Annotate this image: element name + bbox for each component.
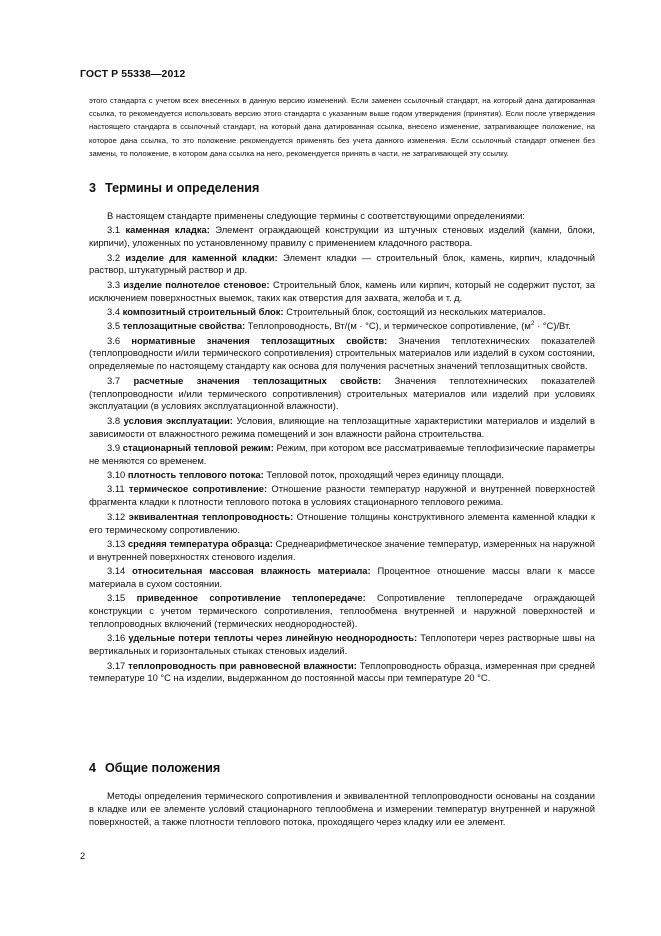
term-number: 3.14	[107, 565, 126, 577]
intro-text: этого стандарта с учетом всех внесенных в данную версию изменений. Если заменен ссылочный стандарт, на который дана датированная ссылка, то рекомендуется использовать версию этого стандарта с указанным выше годом утверждения (принятия). Если после утверждения настоящего стандарта в ссылочный стандарт, на который дана датированная ссылка, внесено изменение, затрагивающее положение, на которое дана ссылка, то это положение рекомендуется применять без учета данного изменения. Если ссылочный стандарт отменен без замены, то положение, в котором дана ссылка на него, рекомендуется принять в части, не затрагивающей эту ссылку.	[89, 96, 595, 158]
term-definition: Условия, влияющие на теплозащитные характеристики материалов и изделий в зависимости от влажностного режима помещений и зон влажности района строительства.	[89, 414, 595, 439]
term-name: эквивалентная теплопроводность:	[128, 510, 294, 522]
term-name: приведенное сопротивление теплопередаче:	[136, 592, 366, 604]
term-3-15	[89, 592, 595, 631]
section-3-title: Термины и определения	[105, 181, 260, 195]
term-definition: Строительный блок, камень или кирпич, который не содержит пустот, за исключением поверхностных выемок, таких как отверстия для захвата, желоба и т. д.	[89, 278, 596, 303]
term-3-11	[89, 483, 595, 509]
term-definition: Теплопроводность образца, измеренная при средней температуре 10 °С на изделии, выдержанном до постоянной массы при температуре 20 °С.	[89, 659, 595, 684]
term-definition: Процентное отношение массы влаги к массе материала в сухом состоянии.	[89, 565, 595, 589]
term-name: изделие полнотелое стеновое:	[123, 278, 270, 290]
term-definition: Сопротивление теплопередаче ограждающей конструкции с учетом термического сопротивления, теплообмена внутренней и наружной поверхностей и теплопроводных включений (термических неоднородностей).	[89, 592, 596, 630]
term-number: 3.17	[107, 659, 126, 671]
term-number: 3.7	[107, 374, 121, 386]
term-3-7	[89, 375, 595, 414]
term-3-16	[89, 632, 595, 658]
term-3-3	[89, 279, 595, 305]
definitions-lead: В настоящем стандарте применены следующие термины с соответствующими определениями:	[107, 210, 525, 221]
term-number: 3.16	[107, 632, 126, 644]
term-number: 3.12	[107, 510, 126, 522]
term-name: теплозащитные свойства:	[122, 320, 246, 332]
term-3-2	[89, 252, 595, 278]
section-4-text: Методы определения термического сопротивления и эквивалентной теплопроводности основаны на создании в кладке или ее элементе условий стационарного теплообмена и измерении температур внутренней и наружной поверхностей, а также плотности теплового потока, проходящего через кладку или ее элемент.	[89, 790, 595, 827]
section-4-body	[89, 790, 595, 829]
term-number: 3.3	[107, 278, 121, 290]
superscript: 2	[530, 320, 535, 328]
term-definition: Элемент ограждающей конструкции из штучных стеновых изделий (камни, блоки, кирпичи), уложенных по установленному правилу с применением кладочного раствора.	[89, 224, 596, 249]
term-number: 3.9	[107, 441, 121, 453]
term-definition: Значения теплотехнических показателей (теплопроводности и/или термического сопротивления) строительных материалов или изделий при условиях эксплуатации (в условиях эксплуатационной влажности).	[89, 374, 595, 412]
term-name: термическое сопротивление:	[128, 483, 268, 495]
term-3-1	[89, 224, 595, 250]
definitions-list	[89, 210, 595, 687]
term-number: 3.6	[107, 334, 121, 346]
intro-paragraph	[89, 94, 595, 160]
term-number: 3.4	[107, 305, 121, 317]
term-number: 3.10	[107, 469, 126, 481]
term-name: стационарный тепловой режим:	[122, 441, 274, 453]
term-definition: Элемент кладки — строительный блок, камень, кирпич, кладочный раствор, штукатурный раствор и др.	[89, 251, 596, 276]
document-header: ГОСТ Р 55338—2012	[80, 68, 186, 80]
term-number: 3.11	[107, 483, 125, 495]
term-definition: Отношение разности температур наружной и внутренней поверхностей фрагмента кладки к плотности теплового потока в условиях стационарного теплового режима.	[89, 483, 595, 508]
term-definition: Режим, при котором все рассматриваемые теплофизические параметры не меняются со временем.	[89, 441, 595, 466]
term-3-9	[89, 442, 595, 468]
term-3-14	[89, 565, 595, 591]
term-number: 3.2	[107, 251, 121, 263]
term-number: 3.8	[107, 414, 121, 426]
term-name: условия эксплуатации:	[123, 414, 233, 426]
section-4-heading	[89, 761, 220, 775]
term-3-17	[89, 660, 595, 686]
term-definition-cont: · °С)/Вт.	[534, 320, 571, 332]
term-definition: Строительный блок, состоящий из нескольких материалов.	[283, 305, 546, 317]
term-3-13	[89, 538, 595, 564]
term-name: каменная кладка:	[125, 224, 210, 236]
term-name: композитный строительный блок:	[122, 305, 284, 317]
term-3-12	[89, 511, 595, 537]
section-4-title: Общие положения	[105, 761, 221, 775]
term-3-10	[89, 469, 595, 482]
term-name: относительная массовая влажность материала:	[132, 565, 371, 577]
term-definition: Среднеарифметическое значение температур, измеренных на наружной и внутренней поверхностях стенового изделия.	[89, 537, 596, 562]
term-3-8	[89, 415, 595, 441]
term-name: изделие для каменной кладки:	[125, 251, 278, 263]
term-definition: Отношение толщины конструктивного элемента каменной кладки к его термическому сопротивлению.	[89, 510, 595, 535]
term-name: теплопроводность при равновесной влажности:	[128, 659, 357, 671]
term-number: 3.13	[107, 537, 126, 549]
term-3-4	[89, 306, 595, 319]
term-definition: Теплопотери через растворные швы на вертикальных и горизонтальных стыках стеновых изделий.	[89, 632, 595, 657]
term-name: средняя температура образца:	[127, 537, 273, 549]
section-4-number: 4	[89, 761, 97, 775]
term-name: плотность теплового потока:	[127, 469, 264, 481]
term-name: нормативные значения теплозащитных свойств:	[131, 334, 388, 346]
section-3-number: 3	[89, 181, 97, 195]
term-3-5	[89, 320, 595, 333]
term-definition: Значения теплотехнических показателей (теплопроводности и/или термического сопротивления) строительных материалов или изделий в сухом состоянии, определяемые по настоящему стандарту как основа для получения расчетных значений теплозащитных свойств.	[89, 334, 595, 372]
term-number: 3.15	[107, 592, 126, 604]
term-definition: Тепловой поток, проходящий через единицу площади.	[263, 469, 504, 481]
term-name: расчетные значения теплозащитных свойств:	[133, 374, 382, 386]
term-number: 3.5	[107, 320, 121, 332]
term-3-6	[89, 335, 595, 374]
term-definition: Теплопроводность, Вт/(м · °С), и термическое сопротивление, (м	[245, 320, 531, 332]
term-number: 3.1	[107, 224, 121, 236]
page-number: 2	[80, 850, 86, 861]
term-name: удельные потери теплоты через линейную неоднородность:	[128, 632, 418, 644]
section-3-heading	[89, 181, 259, 195]
